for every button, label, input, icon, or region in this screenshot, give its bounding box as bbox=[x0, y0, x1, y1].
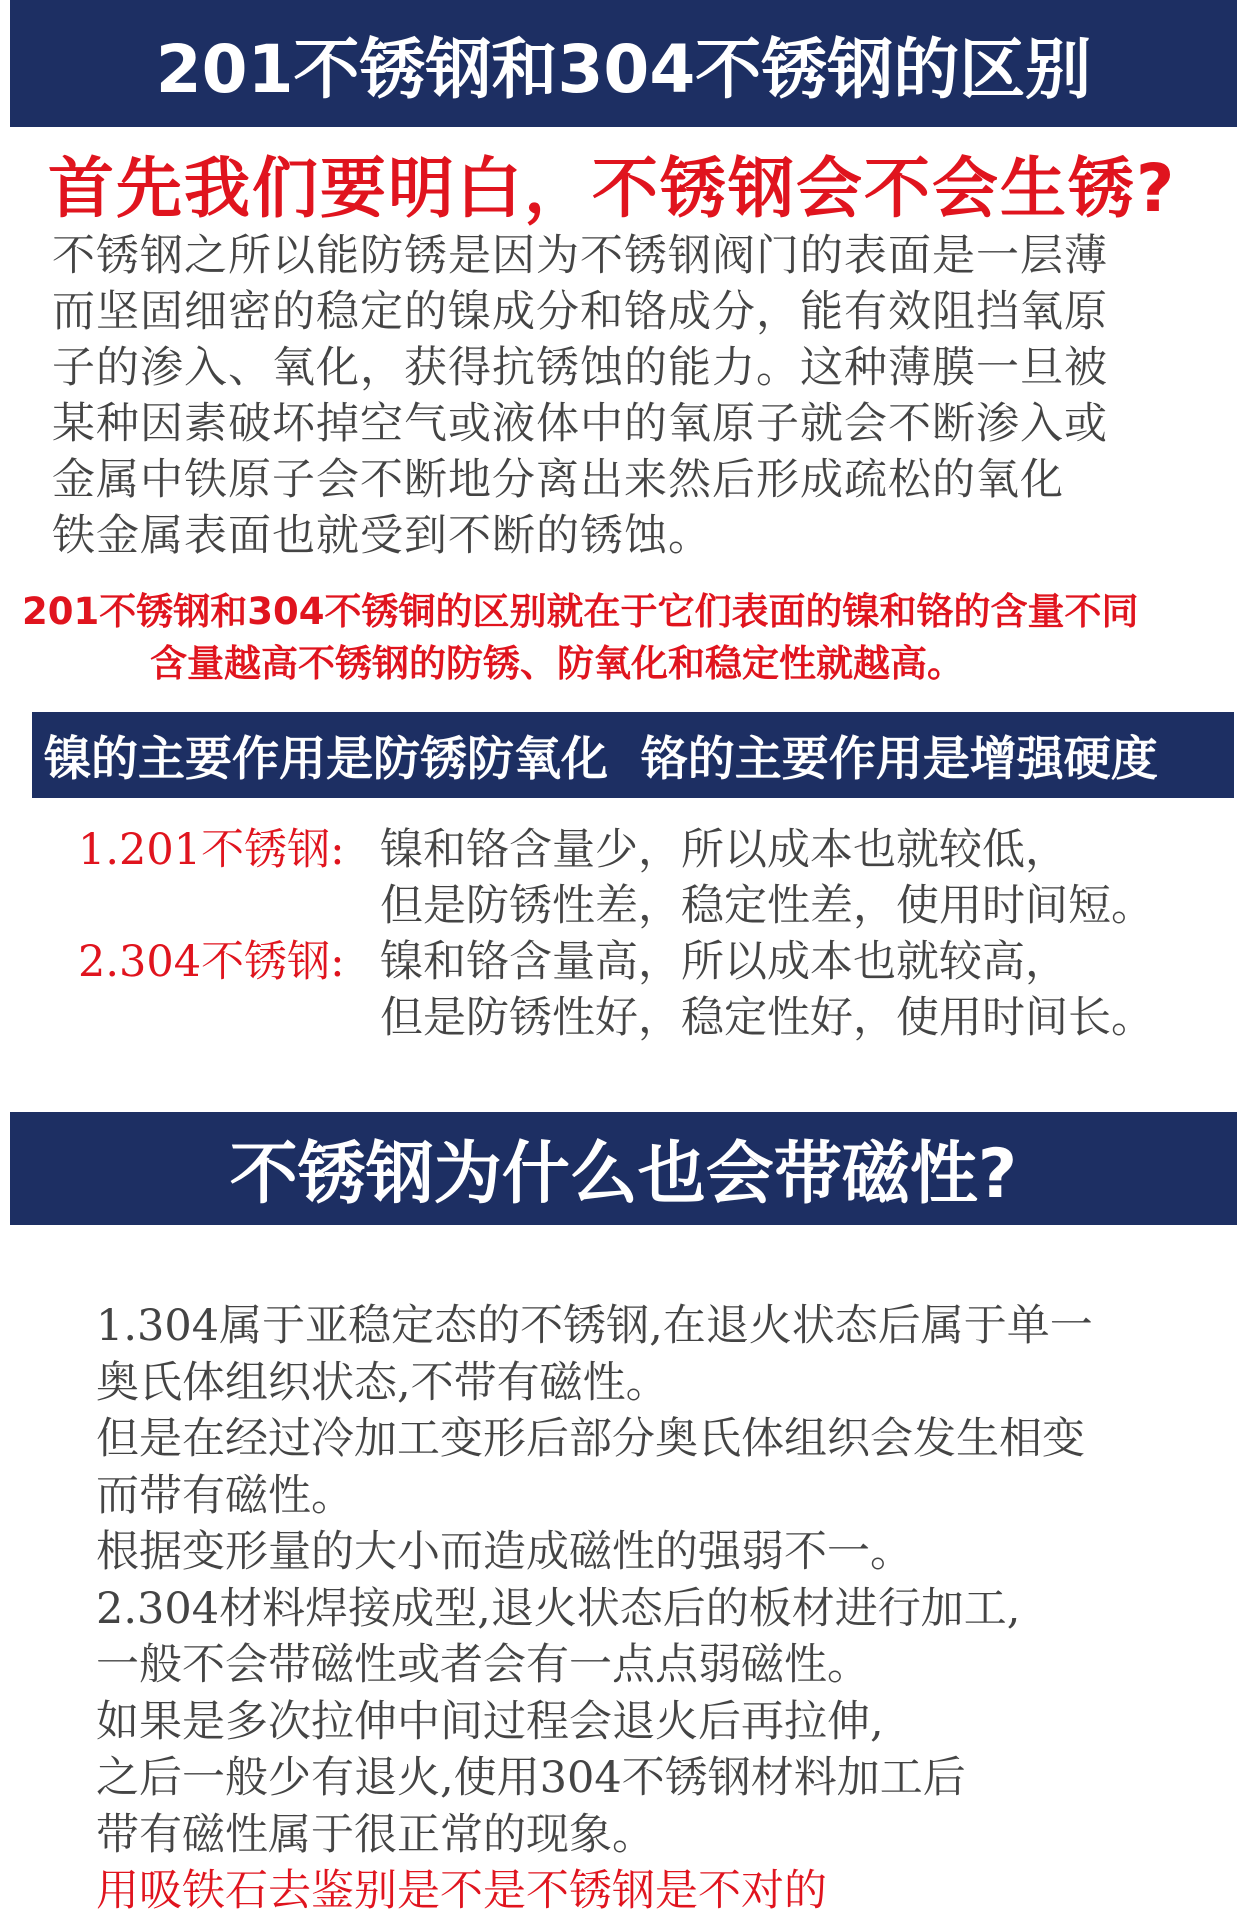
magnetism-line: 但是在经过冷加工变形后部分奥氏体组织会发生相变 bbox=[96, 1414, 1085, 1464]
intro-line: 而坚固细密的稳定的镍成分和铬成分，能有效阻挡氧原 bbox=[52, 287, 1108, 337]
top-banner-title: 201不锈钢和304不锈钢的区别 bbox=[155, 31, 1092, 108]
intro-line: 某种因素破坏掉空气或液体中的氧原子就会不断渗入或 bbox=[52, 399, 1108, 449]
comparison-text: 但是防锈性差，稳定性差，使用时间短。 bbox=[380, 881, 1154, 931]
magnetism-line: 如果是多次拉伸中间过程会退火后再拉伸, bbox=[96, 1696, 884, 1747]
highlight-line: 201不锈钢和304不锈铜的区别就在于它们表面的镍和铬的含量不同 bbox=[22, 590, 1139, 633]
magnetism-line: 之后一般少有退火,使用304不锈钢材料加工后 bbox=[96, 1753, 966, 1803]
intro-line: 不锈钢之所以能防锈是因为不锈钢阀门的表面是一层薄 bbox=[52, 231, 1108, 281]
nickel-chromium-banner-title: 镍的主要作用是防锈防氧化 铬的主要作用是增强硬度 bbox=[44, 731, 1158, 787]
magnetism-line: 带有磁性属于很正常的现象。 bbox=[96, 1809, 655, 1860]
magnetism-line: 1.304属于亚稳定态的不锈钢,在退火状态后属于单一 bbox=[96, 1301, 1093, 1351]
highlight-line: 含量越高不锈钢的防锈、防氧化和稳定性就越高。 bbox=[150, 642, 964, 685]
intro-line: 铁金属表面也就受到不断的锈蚀。 bbox=[52, 511, 712, 561]
magnetism-banner-title: 不锈钢为什么也会带磁性? bbox=[229, 1135, 1018, 1214]
magnetism-line: 一般不会带磁性或者会有一点点弱磁性。 bbox=[96, 1640, 870, 1690]
comparison-text: 镍和铬含量少，所以成本也就较低， bbox=[380, 825, 1068, 875]
comparison-continuation bbox=[78, 990, 1228, 1046]
top-banner bbox=[10, 0, 1237, 127]
magnetism-paragraph bbox=[96, 1298, 1226, 1920]
question-heading: 首先我们要明白，不锈钢会不会生锈? bbox=[48, 150, 1177, 227]
comparison-text: 但是防锈性好，稳定性好，使用时间长。 bbox=[380, 993, 1154, 1043]
comparison-text: 镍和铬含量高，所以成本也就较高， bbox=[380, 937, 1068, 987]
magnetism-warning-line: 用吸铁石去鉴别是不是不锈钢是不对的 bbox=[96, 1866, 827, 1916]
intro-paragraph bbox=[52, 228, 1212, 564]
comparison-list bbox=[78, 822, 1228, 1046]
comparison-continuation bbox=[78, 878, 1228, 934]
magnetism-banner bbox=[10, 1112, 1237, 1225]
comparison-spacer bbox=[78, 990, 380, 1046]
magnetism-line: 2.304材料焊接成型,退火状态后的板材进行加工, bbox=[96, 1583, 1021, 1634]
comparison-spacer bbox=[78, 878, 380, 934]
highlight-statement bbox=[0, 586, 1240, 690]
intro-line: 子的渗入、氧化，获得抗锈蚀的能力。这种薄膜一旦被 bbox=[52, 343, 1108, 393]
magnetism-line: 奥氏体组织状态,不带有磁性。 bbox=[96, 1357, 669, 1408]
intro-line: 金属中铁原子会不断地分离出来然后形成疏松的氧化 bbox=[52, 455, 1064, 505]
magnetism-line: 根据变形量的大小而造成磁性的强弱不一。 bbox=[96, 1527, 913, 1577]
nickel-chromium-banner bbox=[32, 712, 1234, 798]
comparison-item-304 bbox=[78, 934, 1228, 990]
comparison-item-201 bbox=[78, 822, 1228, 878]
magnetism-line: 而带有磁性。 bbox=[96, 1470, 354, 1521]
comparison-label: 2.304不锈钢: bbox=[78, 937, 345, 987]
comparison-label: 1.201不锈钢: bbox=[78, 825, 345, 875]
